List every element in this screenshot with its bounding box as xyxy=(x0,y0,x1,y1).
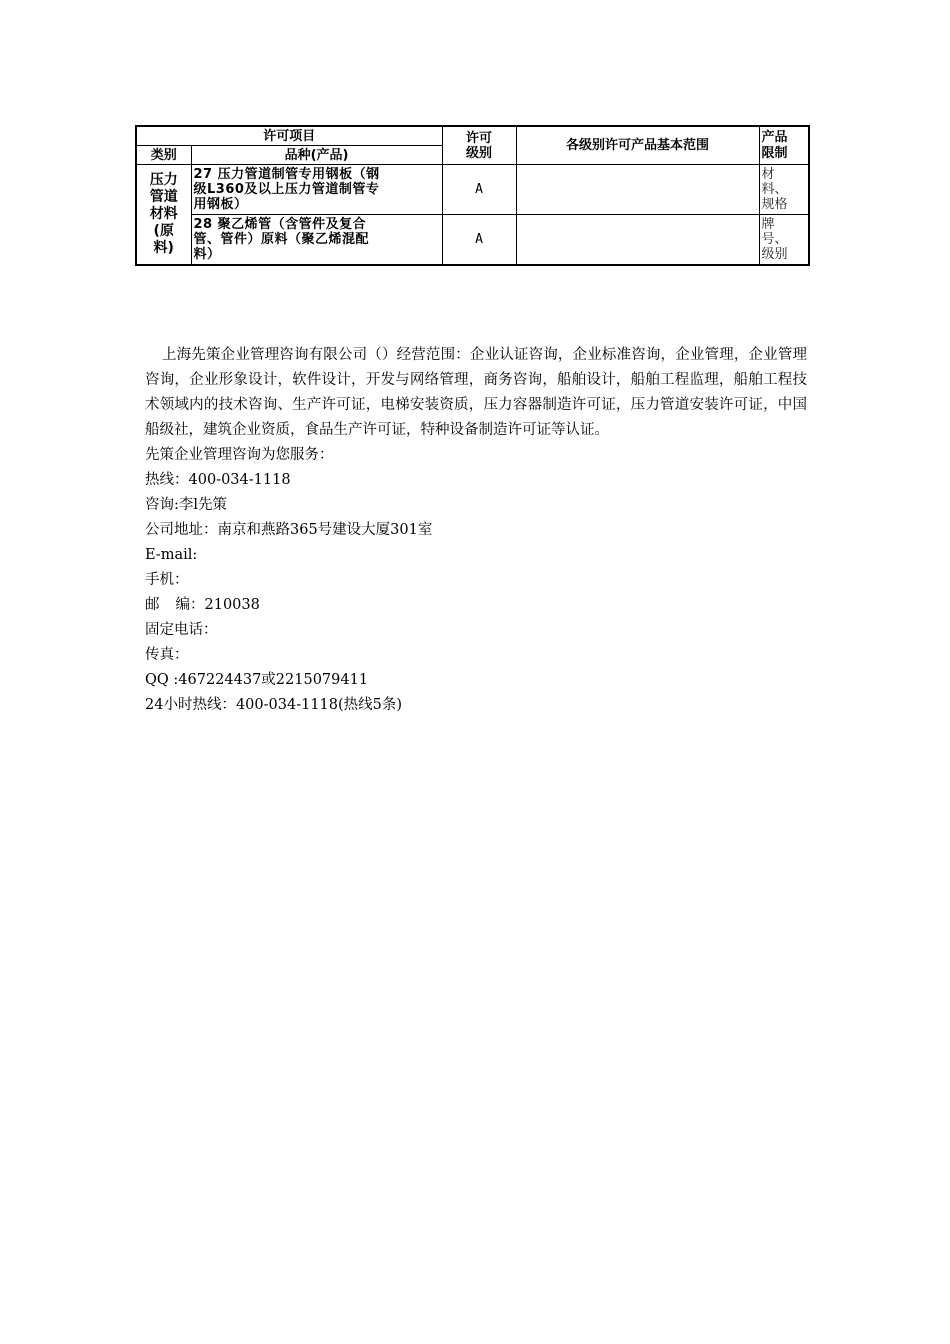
mobile-line: 手机： xyxy=(145,572,189,588)
limit-header xyxy=(759,126,809,165)
email-line: E-mail: xyxy=(145,547,198,563)
product-cell xyxy=(191,215,442,266)
limit-line: 级别 xyxy=(761,247,788,262)
phone-line: 固定电话： xyxy=(145,622,218,638)
product-line: 级L360及以上压力管道制管专 xyxy=(193,182,380,197)
scope-cell xyxy=(516,165,759,215)
limit-header-line-1: 产品 xyxy=(761,129,788,145)
product-line: 28 聚乙烯管（含管件及复合 xyxy=(193,217,367,232)
permit-table xyxy=(135,125,810,266)
permit-item-header: 许可项目 xyxy=(136,126,442,146)
postcode-line xyxy=(145,593,807,618)
product-cell xyxy=(191,165,442,215)
service-line: 先策企业管理咨询为您服务： xyxy=(145,447,334,463)
product-line: 用钢板） xyxy=(193,197,248,212)
level-cell: A xyxy=(442,165,516,215)
intro-paragraph: 上海先策企业管理咨询有限公司（）经营范围：企业认证咨询，企业标准咨询，企业管理，企业管理咨询，企业形象设计，软件设计，开发与网络管理，商务咨询，船舶设计，船舶工程监理，船舶工程技术领域内的技术咨询、生产许可证，电梯安装资质，压力容器制造许可证，压力管道安装许可证，中国船级社，建筑企业资质，食品生产许可证，特种设备制造许可证等认证。 xyxy=(145,347,807,438)
scope-header: 各级别许可产品基本范围 xyxy=(516,126,759,165)
table-row xyxy=(136,165,809,215)
hotline-24h-line: 24小时热线：400-034-1118(热线5条) xyxy=(145,697,403,713)
limit-line: 号、 xyxy=(761,232,788,247)
consult-line: 咨询:李l先策 xyxy=(145,497,228,513)
category-line: 料) xyxy=(153,240,174,256)
level-header-line-1: 许可 xyxy=(466,130,493,146)
company-info xyxy=(145,343,807,718)
table-header-row-1 xyxy=(136,126,809,146)
limit-cell xyxy=(759,215,809,266)
scope-cell xyxy=(516,215,759,266)
category-header: 类别 xyxy=(136,146,191,165)
category-line: 管道 xyxy=(149,189,178,205)
postcode-label-a: 邮 xyxy=(145,597,160,613)
limit-cell xyxy=(759,165,809,215)
level-header-line-2: 级别 xyxy=(466,145,493,161)
category-line: (原 xyxy=(153,223,174,239)
table-row xyxy=(136,215,809,266)
limit-line: 牌 xyxy=(761,217,775,232)
qq-line: QQ :467224437或2215079411 xyxy=(145,672,369,688)
category-line: 材料 xyxy=(149,206,178,222)
level-header xyxy=(442,126,516,165)
product-line: 料） xyxy=(193,247,221,262)
product-line: 27 压力管道制管专用钢板（钢 xyxy=(193,167,380,182)
limit-header-line-2: 限制 xyxy=(761,145,788,161)
address-line: 公司地址：南京和燕路365号建设大厦301室 xyxy=(145,522,433,538)
category-line: 压力 xyxy=(149,172,178,188)
product-line: 管、管件）原料（聚乙烯混配 xyxy=(193,232,370,247)
product-header: 品种(产品) xyxy=(191,146,442,165)
hotline-line: 热线：400-034-1118 xyxy=(145,472,291,488)
postcode-label-b: 编：210038 xyxy=(175,597,260,613)
fax-line: 传真： xyxy=(145,647,189,663)
limit-line: 材 xyxy=(761,167,775,182)
limit-line: 规格 xyxy=(761,197,788,212)
limit-line: 料、 xyxy=(761,182,788,197)
level-cell: A xyxy=(442,215,516,266)
category-cell xyxy=(136,165,191,266)
